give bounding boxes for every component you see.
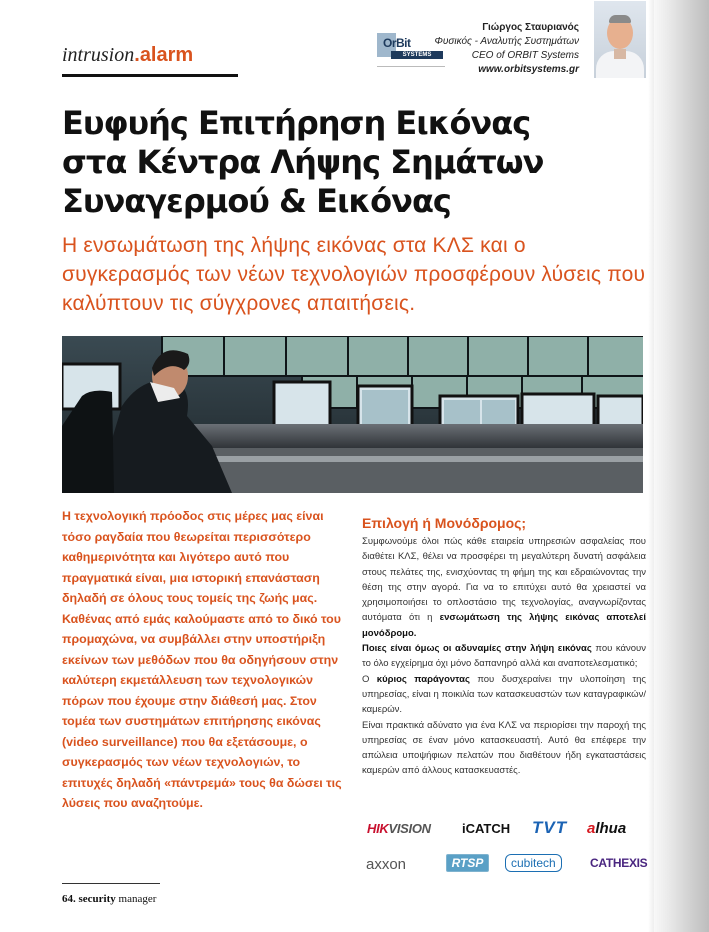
hikvision-logo: HIKVISION — [367, 821, 431, 836]
side-column-heading: Επιλογή ή Μονόδρομος; — [362, 515, 527, 531]
author-role: Φυσικός - Αναλυτής Συστημάτων — [434, 36, 579, 47]
section-label — [62, 44, 193, 67]
body-paragraph-2: Ποιες είναι όμως οι αδυναμίες στην λήψη εικόνας που κάνουν το όλο εγχείρημα όχι μόνο δαπανηρό αλλά και αναποτελεσματικό; — [362, 643, 646, 670]
orbit-logo-sub: SYSTEMS — [391, 51, 443, 59]
axxon-logo: axxon — [366, 856, 407, 873]
author-company: CEO of ORBIT Systems — [471, 50, 579, 61]
brand-logos — [362, 816, 648, 886]
cubitech-logo: cubitech — [505, 854, 562, 872]
page-edge — [648, 0, 654, 932]
section-label-part1: intrusion — [62, 44, 135, 66]
author-name: Γιώργος Σταυριανός — [482, 22, 579, 33]
page-footer: 64. security manager — [62, 893, 157, 905]
control-room-photo — [62, 336, 643, 493]
body-paragraph-1: Συμφωνούμε όλοι πώς κάθε εταιρεία υπηρεσιών ασφαλείας που διαθέτει ΚΛΣ, θέλει να προσφέρει τη μεγαλύτερη δυνατή ασφάλεια στους πελάτες της, ενισχύοντας τη φήμη της και εδραιώνοντας την θέση της στην αγορά. Για να το επιτύχει αυτό θα χρειαστεί να χρησιμοποιήσει το οπλοστάσιο της τεχνολογίας, αναγνωρίζοντας αυτόματα ότι η ενσωμάτωση της λήψης εικόνας αποτελεί μονόδρομο. — [362, 536, 646, 639]
rtsp-logo: RTSP — [446, 854, 489, 872]
control-room-illustration — [62, 336, 643, 493]
article-subtitle: Η ενσωμάτωση της λήψης εικόνας στα ΚΛΣ και ο συγκερασμός των νέων τεχνολογιών προσφέρουν λύσεις που καλύπτουν τις σύγχρονες απαιτήσεις. — [62, 234, 646, 315]
body-paragraph-4: Είναι πρακτικά αδύνατο για ένα ΚΛΣ να περιορίσει την παροχή της υπηρεσίας σε έναν μόνο κατασκευαστή. Αυτό θα επέφερε την απώλεια υποψήφιων πελατών που διαθέτουν ήδη εγκαταστάσεις καμερών από άλλους κατασκευαστές. — [362, 719, 646, 777]
article-title: Ευφυής Επιτήρηση Εικόνας στα Κέντρα Λήψης Σημάτων Συναγερμού & Εικόνας — [62, 104, 544, 220]
orbit-logo-word: OrBit — [383, 36, 411, 50]
author-website: www.orbitsystems.gr — [478, 64, 579, 75]
cathexis-logo: CATHEXIS — [590, 856, 648, 870]
magazine-name-rest: manager — [115, 893, 157, 905]
tvt-logo: TVT — [532, 818, 568, 837]
magazine-name-bold: security — [78, 893, 116, 905]
section-underline — [62, 74, 238, 77]
dahua-logo: alhua — [587, 820, 627, 837]
footer-rule — [62, 883, 160, 884]
section-label-part2: alarm — [139, 44, 194, 66]
article-lead-paragraph: Η τεχνολογική πρόοδος στις μέρες μας είναι τόσο ραγδαία που θεωρείται περισσότερο καθημερινότητα και λιγότερο αυτό που πραγματικά είναι, μια ιστορική επανάσταση δηλαδή σε όλους τους τομείς της ζωής μας. Καθένας από εμάς καλούμαστε από το δικό του προμαχώνα, να συμβάλλει στην υποστήριξη εκείνων των μεθόδων που θα οδηγήσουν στην καλύτερη εκμετάλλευση των τεχνολογικών πόρων που έχουμε στην διάθεσή μας. Στον τομέα των συστημάτων επιτήρησης εικόνας (video surveillance) που θα εξετάσουμε, ο συγκερασμός των νέων τεχνολογιών, το επιτυχές δηλαδή «πάντρεμά» τους θα δώσει τις λύσεις που αναζητούμε. — [62, 509, 342, 810]
page-number: 64 — [62, 893, 73, 905]
author-photo — [594, 1, 646, 78]
icatch-logo: iCATCH — [462, 821, 511, 836]
page-gutter-shadow — [652, 0, 709, 932]
author-block — [434, 21, 579, 77]
section-label-dot: . — [134, 44, 140, 66]
side-column-body — [362, 534, 646, 779]
orbit-logo — [377, 33, 443, 75]
body-paragraph-3: Ο κύριος παράγοντας που δυσχεραίνει την υλοποίηση της υπηρεσίας, είναι η ποικιλία των κατασκευαστών των καταγραφικών/καμερών. — [362, 673, 647, 716]
